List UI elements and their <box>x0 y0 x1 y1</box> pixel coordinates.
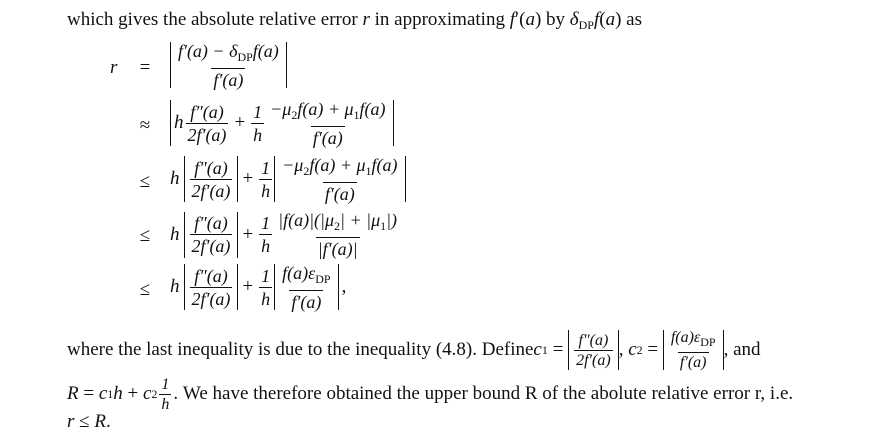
equation-lhs: r <box>110 57 118 78</box>
equation-row-3: ≤ h $\frac{f''(a)}{2f'(a)}$ + $\frac{1}{h}$ $\frac{-\mu_2f(a) + \mu_1f(a)}{f'(a)}$ <box>0 156 892 212</box>
paragraph-line-1: where the last inequality is due to the inequality (4.8). Define c 1 = $\frac{f''(a)}{2f'(a)}$ , c 2 = $\frac{f(a)\varepsilon_{DP}}{f'(a)}$ , and <box>67 329 761 371</box>
relation-5: ≤ <box>139 279 151 300</box>
paragraph-line-3: r ≤ R. <box>67 411 111 432</box>
para1-start: where the last inequality is due to the inequality (4.8). Define <box>67 339 534 360</box>
equation-row-4: ≤ h $\frac{f''(a)}{2f'(a)}$ + $\frac{1}{h}$ $\frac{|f(a)|(|\mu_2| + |\mu_1|)}{|f'(a)|}$ <box>0 210 892 266</box>
equation-row-1 <box>0 42 892 98</box>
intro-line: which gives the absolute relative error r in approximating f′(a) by $\delta_{DP}f(a)$ as <box>67 9 642 32</box>
equation-row-5: ≤ h $\frac{f''(a)}{2f'(a)}$ + $\frac{1}{h}$ $\frac{f(a)\varepsilon_{DP}}{f'(a)}$ , <box>0 264 892 320</box>
relation-2: ≈ <box>139 115 151 136</box>
relation-1: = <box>139 57 151 78</box>
abs-block-1: $\frac{f'(a) - \delta_{DP}f(a)}{f'(a)}$ <box>170 42 287 88</box>
para1-end: and <box>733 339 761 360</box>
paragraph-line-2: R = c 1 h + c 2 $\frac{1}{h}$ . We have therefore obtained the upper bound R of the abolute relative error r, i.e. <box>67 375 794 413</box>
relation-3: ≤ <box>139 171 151 192</box>
equation-row-2 <box>0 100 892 156</box>
abs-block-2: h $\frac{f''(a)}{2f'(a)}$ + $\frac{1}{h}$ $\frac{-\mu_2f(a) + \mu_1f(a)}{f'(a)}$ <box>170 100 394 146</box>
relation-4: ≤ <box>139 225 151 246</box>
para2-text: We have therefore obtained the upper bound R of the abolute relative error r, i.e. <box>182 383 794 404</box>
